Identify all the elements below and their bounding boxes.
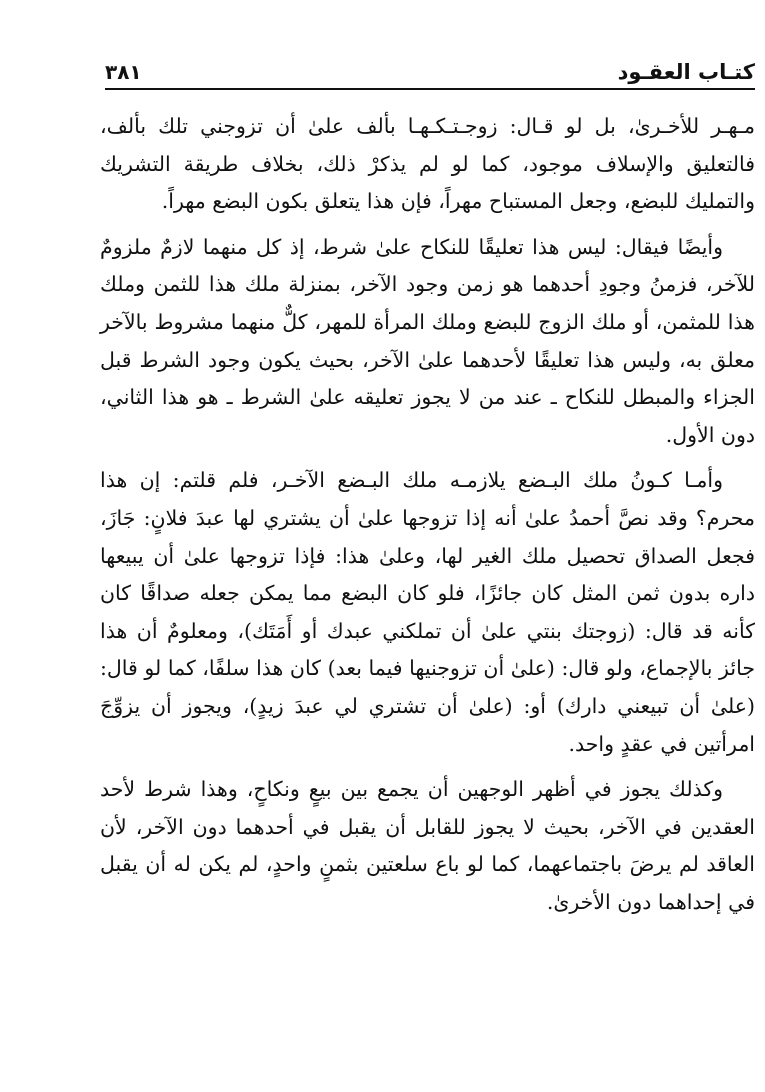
paragraph-2: وأيضًا فيقال: ليس هذا تعليقًا للنكاح علىٰ شرط، إذ كل منهما لازمٌ ملزومٌ للآخر، فزمنُ وجودِ أحدهما هو زمن وجود الآخر، بمنزلة ملك هذا للثمن وملك هذا للمثمن، أو ملك الزوج للبضع وملك المرأة للمهر، كلٌّ منهما مشروط بالآخر معلق به، وليس هذا تعليقًا لأحدهما علىٰ الآخر، بحيث يكون وجود الشرط قبل الجزاء والمبطل للنكاح ـ عند من لا يجوز تعليقه علىٰ الشرط ـ هو هذا الثاني، دون الأول. [100, 234, 755, 447]
page-header [105, 58, 755, 90]
page-number: ٣٨١ [105, 60, 142, 84]
paragraph-1: مـهـر للأخـرىٰ، بل لو قـال: زوجـتـكـهـا بألف علىٰ أن تزوجني تلك بألف، فالتعليق والإسلاف موجود، كما لو لم يذكرْ ذلك، بخلاف طريقة التشريك والتمليك للبضع، وجعل المستباح مهراً، فإن هذا يتعلق بكون البضع مهراً. [100, 114, 755, 214]
book-title: كتـاب العقـود [617, 60, 755, 84]
body-text [100, 108, 755, 929]
paragraph-3: وأمـا كـونُ ملك البـضع يلازمـه ملك البـضع الآخـر، فلم قلتم: إن هذا محرم؟ وقد نصَّ أحمدُ علىٰ أنه إذا تزوجها علىٰ أن يشتري لها عبدَ فلانٍ: جَازَ، فجعل الصداق تحصيل ملك الغير لها، وعلىٰ هذا: فإذا تزوجها علىٰ أن يبيعها داره بدون ثمن المثل كان جائزًا، فلو كان البضع مما يمكن جعله صداقًا كان كأنه قد قال: (زوجتك بنتي علىٰ أن تملكني عبدك أو أَمَتَك)، ومعلومٌ أن هذا جائز بالإجماع، ولو قال: (علىٰ أن تزوجنيها فيما بعد) كان هذا سلفًا، كما لو قال: (علىٰ أن تبيعني دارك) أو: (علىٰ أن تشتري لي عبدَ زيدٍ)، ويجوز أن يزوِّجَ امرأتين في عقدٍ واحد. [100, 468, 755, 756]
paragraph-4: وكذلك يجوز في أظهر الوجهين أن يجمع بين بيعٍ ونكاحٍ، وهذا شرط لأحد العقدين في الآخر، بحيث لا يجوز للقابل أن يقبل في أحدهما دون الآخر، لأن العاقد لم يرضَ باجتماعهما، كما لو باع سلعتين بثمنٍ واحدٍ، لم يكن له أن يقبل في إحداهما دون الأخرىٰ. [100, 777, 755, 914]
